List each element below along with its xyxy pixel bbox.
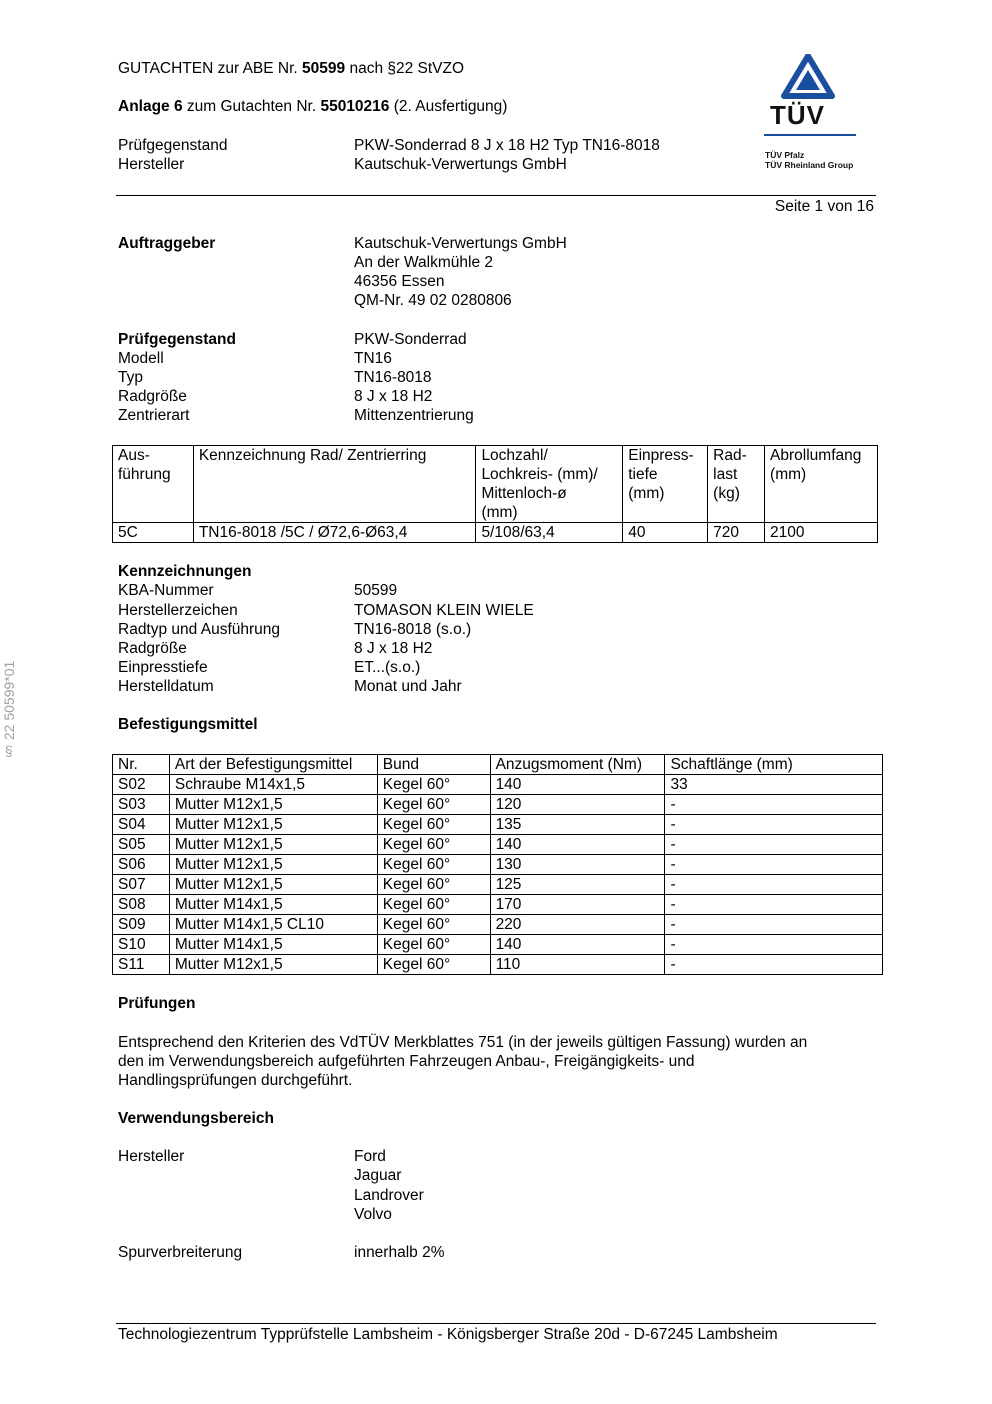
ausfuehrung-header-row bbox=[113, 446, 878, 523]
header-text: (mm) bbox=[770, 466, 807, 483]
table-row bbox=[113, 875, 883, 895]
einpresstiefe-label: Einpresstiefe bbox=[118, 659, 208, 676]
header-anlage-suffix: (2. Ausfertigung) bbox=[389, 98, 508, 115]
table-cell: S10 bbox=[113, 935, 170, 955]
header-gutachten-number: 55010216 bbox=[320, 98, 390, 115]
table-cell: 5/108/63,4 bbox=[476, 523, 623, 543]
kennzeichnungen-title-text: Kennzeichnungen bbox=[118, 563, 252, 580]
table-cell: Mutter M12x1,5 bbox=[169, 875, 377, 895]
auftraggeber-label-text: Auftraggeber bbox=[118, 235, 216, 252]
header-text: führung bbox=[118, 466, 171, 483]
table-cell: Kegel 60° bbox=[377, 875, 490, 895]
table-cell: Mutter M12x1,5 bbox=[169, 835, 377, 855]
header-cell-radlast bbox=[708, 446, 765, 523]
auftraggeber-line-1: Kautschuk-Verwertungs GmbH bbox=[354, 235, 567, 252]
table-cell: Kegel 60° bbox=[377, 895, 490, 915]
pruefgegenstand-label bbox=[118, 330, 236, 349]
radgroesse-kz-label: Radgröße bbox=[118, 640, 187, 657]
table-cell: Kegel 60° bbox=[377, 815, 490, 835]
table-cell: Kegel 60° bbox=[377, 855, 490, 875]
tuev-pfalz-text: TÜV Pfalz bbox=[765, 150, 805, 160]
table-cell: Mutter M14x1,5 CL10 bbox=[169, 915, 377, 935]
table-cell: 40 bbox=[623, 523, 708, 543]
table-row bbox=[113, 835, 883, 855]
header-hersteller-label: Hersteller bbox=[118, 156, 185, 173]
header-text: Rad- bbox=[713, 447, 747, 464]
header-gutachten-line bbox=[118, 59, 464, 78]
herstelldatum-value: Monat und Jahr bbox=[354, 678, 462, 695]
header-cell-kennzeichnung bbox=[193, 446, 476, 523]
table-cell: - bbox=[665, 855, 883, 875]
table-cell: 140 bbox=[490, 835, 665, 855]
table-cell: S08 bbox=[113, 895, 170, 915]
table-cell: 135 bbox=[490, 815, 665, 835]
table-cell: - bbox=[665, 795, 883, 815]
herstelldatum-label: Herstelldatum bbox=[118, 678, 214, 695]
tuev-group-text: TÜV Rheinland Group bbox=[765, 160, 854, 170]
auftraggeber-line-2: An der Walkmühle 2 bbox=[354, 254, 493, 271]
table-cell: 33 bbox=[665, 775, 883, 795]
table-cell: Kegel 60° bbox=[377, 915, 490, 935]
table-cell: 5C bbox=[113, 523, 194, 543]
table-row bbox=[113, 815, 883, 835]
table-cell: S02 bbox=[113, 775, 170, 795]
table-cell: - bbox=[665, 915, 883, 935]
auftraggeber-line-4: QM-Nr. 49 02 0280806 bbox=[354, 292, 512, 309]
modell-value: TN16 bbox=[354, 350, 392, 367]
table-cell: Schraube M14x1,5 bbox=[169, 775, 377, 795]
pruefungen-title bbox=[118, 994, 196, 1013]
side-reference-note: § 22 50599*01 bbox=[1, 660, 17, 760]
page-number: Seite 1 von 16 bbox=[774, 198, 874, 215]
table-cell: S06 bbox=[113, 855, 170, 875]
hersteller-jaguar: Jaguar bbox=[354, 1167, 402, 1184]
herstellerzeichen-label: Herstellerzeichen bbox=[118, 602, 238, 619]
befestigung-title bbox=[118, 715, 258, 734]
typ-label: Typ bbox=[118, 369, 143, 386]
radgroesse-label: Radgröße bbox=[118, 388, 187, 405]
radgroesse-value: 8 J x 18 H2 bbox=[354, 388, 433, 405]
header-abe-number: 50599 bbox=[302, 60, 346, 77]
table-cell: S05 bbox=[113, 835, 170, 855]
table-cell: Mutter M14x1,5 bbox=[169, 895, 377, 915]
table-cell: Mutter M14x1,5 bbox=[169, 935, 377, 955]
kennzeichnungen-title bbox=[118, 562, 251, 581]
header-gutachten-prefix: GUTACHTEN zur ABE Nr. bbox=[118, 60, 303, 77]
header-divider bbox=[116, 195, 876, 196]
table-cell: 130 bbox=[490, 855, 665, 875]
zentrierart-label: Zentrierart bbox=[118, 407, 190, 424]
header-text: Aus- bbox=[118, 447, 150, 464]
table-cell: Mutter M12x1,5 bbox=[169, 955, 377, 975]
table-row bbox=[113, 915, 883, 935]
table-cell: 720 bbox=[708, 523, 765, 543]
header-cell-ausfuehrung bbox=[113, 446, 194, 523]
modell-label: Modell bbox=[118, 350, 164, 367]
header-anlage-mid: zum Gutachten Nr. bbox=[182, 98, 321, 115]
table-row bbox=[113, 895, 883, 915]
table-cell: S03 bbox=[113, 795, 170, 815]
table-row bbox=[113, 775, 883, 795]
table-cell: Mutter M12x1,5 bbox=[169, 815, 377, 835]
table-cell: 110 bbox=[490, 955, 665, 975]
pruefungen-line-1: Entsprechend den Kriterien des VdTÜV Merkblattes 751 (in der jeweils gültigen Fassung) wurden an bbox=[118, 1034, 808, 1051]
table-cell: TN16-8018 /5C / Ø72,6-Ø63,4 bbox=[193, 523, 476, 543]
table-cell: Kegel 60° bbox=[377, 955, 490, 975]
table-cell: S09 bbox=[113, 915, 170, 935]
header-text: Einpress- bbox=[628, 447, 694, 464]
header-hersteller-value: Kautschuk-Verwertungs GmbH bbox=[354, 156, 567, 173]
table-cell: 140 bbox=[490, 935, 665, 955]
table-cell: - bbox=[665, 955, 883, 975]
einpresstiefe-value: ET...(s.o.) bbox=[354, 659, 421, 676]
table-row bbox=[113, 795, 883, 815]
header-cell-lochzahl bbox=[476, 446, 623, 523]
header-pruefgegenstand-label: Prüfgegenstand bbox=[118, 137, 228, 154]
table-row bbox=[113, 523, 878, 543]
table-cell: 120 bbox=[490, 795, 665, 815]
table-cell: - bbox=[665, 815, 883, 835]
header-text: tiefe bbox=[628, 466, 658, 483]
spurverbreiterung-label: Spurverbreiterung bbox=[118, 1244, 243, 1261]
pruefungen-title-text: Prüfungen bbox=[118, 995, 196, 1012]
table-cell: 125 bbox=[490, 875, 665, 895]
table-cell: - bbox=[665, 835, 883, 855]
verwendungsbereich-title bbox=[118, 1109, 274, 1128]
pruefungen-line-2: den im Verwendungsbereich aufgeführten Fahrzeugen Anbau-, Freigängigkeits- und bbox=[118, 1053, 695, 1070]
radgroesse-kz-value: 8 J x 18 H2 bbox=[354, 640, 433, 657]
pruefgegenstand-value: PKW-Sonderrad bbox=[354, 331, 467, 348]
table-row bbox=[113, 955, 883, 975]
header-text: Abrollumfang bbox=[770, 447, 862, 464]
table-row bbox=[113, 855, 883, 875]
table-cell: S07 bbox=[113, 875, 170, 895]
header-gutachten-suffix: nach §22 StVZO bbox=[345, 60, 465, 77]
header-anlage-line bbox=[118, 97, 507, 116]
verwendungsbereich-title-text: Verwendungsbereich bbox=[118, 1110, 274, 1127]
hersteller-ford: Ford bbox=[354, 1148, 386, 1165]
header-cell-abrollumfang bbox=[765, 446, 878, 523]
table-cell: Mutter M12x1,5 bbox=[169, 855, 377, 875]
hersteller-volvo: Volvo bbox=[354, 1206, 392, 1223]
befestigung-title-text: Befestigungsmittel bbox=[118, 716, 258, 733]
table-cell: 170 bbox=[490, 895, 665, 915]
header-cell: Schaftlänge (mm) bbox=[665, 755, 883, 775]
table-cell: Kegel 60° bbox=[377, 935, 490, 955]
hersteller-landrover: Landrover bbox=[354, 1187, 424, 1204]
typ-value: TN16-8018 bbox=[354, 369, 432, 386]
spurverbreiterung-value: innerhalb 2% bbox=[354, 1244, 445, 1261]
auftraggeber-label bbox=[118, 234, 215, 253]
footer-divider bbox=[116, 1323, 876, 1324]
header-cell-einpresstiefe bbox=[623, 446, 708, 523]
pruefungen-line-3: Handlingsprüfungen durchgeführt. bbox=[118, 1072, 353, 1089]
zentrierart-value: Mittenzentrierung bbox=[354, 407, 474, 424]
table-cell: - bbox=[665, 895, 883, 915]
header-anlage-label: Anlage 6 bbox=[118, 98, 183, 115]
table-cell: Mutter M12x1,5 bbox=[169, 795, 377, 815]
header-text: Lochzahl/ bbox=[481, 447, 548, 464]
tuev-logo bbox=[758, 54, 868, 174]
header-text: Kennzeichnung Rad/ Zentrierring bbox=[198, 447, 427, 464]
table-cell: Kegel 60° bbox=[377, 835, 490, 855]
befestigung-header-row bbox=[113, 755, 883, 775]
header-text: last bbox=[713, 466, 738, 483]
table-row bbox=[113, 935, 883, 955]
table-cell: S04 bbox=[113, 815, 170, 835]
table-cell: - bbox=[665, 875, 883, 895]
header-text: (mm) bbox=[481, 504, 518, 521]
tuev-brand-text: TÜV bbox=[770, 100, 825, 130]
kba-value: 50599 bbox=[354, 582, 398, 599]
header-cell: Nr. bbox=[113, 755, 170, 775]
header-text: (mm) bbox=[628, 485, 665, 502]
pruefgegenstand-label-text: Prüfgegenstand bbox=[118, 331, 236, 348]
footer-address: Technologiezentrum Typprüfstelle Lambsheim - Königsberger Straße 20d - D-67245 Lambsheim bbox=[118, 1326, 778, 1343]
header-text: (kg) bbox=[713, 485, 740, 502]
header-text: Mittenloch-ø bbox=[481, 485, 567, 502]
header-cell: Anzugsmoment (Nm) bbox=[490, 755, 665, 775]
table-cell: - bbox=[665, 935, 883, 955]
befestigung-table bbox=[112, 754, 883, 975]
ausfuehrung-table bbox=[112, 445, 878, 543]
table-cell: 220 bbox=[490, 915, 665, 935]
auftraggeber-line-3: 46356 Essen bbox=[354, 273, 445, 290]
verwendung-hersteller-label: Hersteller bbox=[118, 1148, 185, 1165]
radtyp-label: Radtyp und Ausführung bbox=[118, 621, 281, 638]
header-cell: Art der Befestigungsmittel bbox=[169, 755, 377, 775]
kba-label: KBA-Nummer bbox=[118, 582, 214, 599]
radtyp-value: TN16-8018 (s.o.) bbox=[354, 621, 472, 638]
header-pruefgegenstand-value: PKW-Sonderrad 8 J x 18 H2 Typ TN16-8018 bbox=[354, 137, 660, 154]
header-text: Lochkreis- (mm)/ bbox=[481, 466, 598, 483]
table-cell: 2100 bbox=[765, 523, 878, 543]
table-cell: 140 bbox=[490, 775, 665, 795]
table-cell: Kegel 60° bbox=[377, 775, 490, 795]
header-cell: Bund bbox=[377, 755, 490, 775]
table-cell: S11 bbox=[113, 955, 170, 975]
table-cell: Kegel 60° bbox=[377, 795, 490, 815]
herstellerzeichen-value: TOMASON KLEIN WIELE bbox=[354, 602, 534, 619]
